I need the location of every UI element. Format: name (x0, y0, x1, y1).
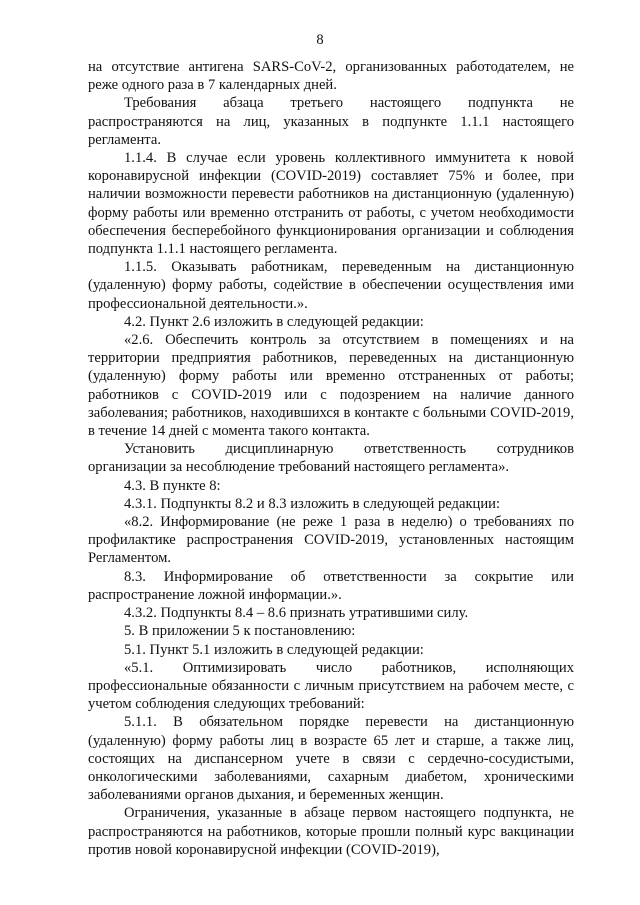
page-number: 8 (316, 32, 324, 48)
paragraph: на отсутствие антигена SARS-CoV-2, организованных работодателем, не реже одного раза в 7 календарных дней. (88, 59, 574, 94)
paragraph: 5.1. Пункт 5.1 изложить в следующей редакции: (124, 641, 424, 658)
paragraph: Установить дисциплинарную ответственность сотрудников организации за несоблюдение требований настоящего регламента». (88, 441, 574, 476)
paragraph: 4.2. Пункт 2.6 изложить в следующей редакции: (124, 313, 424, 330)
paragraph: «5.1. Оптимизировать число работников, исполняющих профессиональные обязанности с личным присутствием на рабочем месте, с учетом соблюдения следующих требований: (88, 659, 574, 713)
paragraph: 4.3.2. Подпункты 8.4 – 8.6 признать утратившими силу. (124, 605, 469, 622)
paragraph: 4.3.1. Подпункты 8.2 и 8.3 изложить в следующей редакции: (124, 495, 501, 512)
paragraph: 1.1.4. В случае если уровень коллективного иммунитета к новой коронавирусной инфекции (COVID-2019) составляет 75% и более, при наличии возможности перевести работников на дистанционную (удаленную) форму работы или временно отстранить от работы, с учетом необходимости обеспечения бесперебойного функционирования организации и соблюдения подпункта 1.1.1 настоящего регламента. (88, 150, 574, 258)
document-body (88, 58, 574, 859)
paragraph: Требования абзаца третьего настоящего подпункта не распространяются на лиц, указанных в подпункте 1.1.1 настоящего регламента. (88, 95, 574, 148)
paragraph: «2.6. Обеспечить контроль за отсутствием в помещениях и на территории предприятия работников, переведенных на дистанционную (удаленную) форму работы или временно отстраненных от работы; работников с COVID-2019 или с подозрением на наличие данного заболевания; работников, находившихся в контакте с больными COVID-2019, в течение 14 дней с момента такого контакта. (88, 332, 574, 440)
paragraph: 4.3. В пункте 8: (124, 477, 221, 494)
paragraph: 5. В приложении 5 к постановлению: (124, 623, 356, 640)
paragraph: 1.1.5. Оказывать работникам, переведенным на дистанционную (удаленную) форму работы, содействие в обеспечении осуществления ими профессиональной деятельности.». (88, 259, 574, 312)
paragraph: 8.3. Информирование об ответственности за сокрытие или распространение ложной информации.». (88, 568, 574, 603)
paragraph: 5.1.1. В обязательном порядке перевести на дистанционную (удаленную) форму работы лиц в возрасте 65 лет и старше, а также лиц, состоящих на диспансерном учете в связи с сердечно-сосудистыми, онкологическими заболеваниями, сахарным диабетом, хроническими заболеваниями органов дыхания, и беременных женщин. (88, 714, 574, 804)
paragraph: Ограничения, указанные в абзаце первом настоящего подпункта, не распространяются на работников, которые прошли полный курс вакцинации против новой коронавирусной инфекции (COVID-2019), (88, 805, 574, 858)
paragraph: «8.2. Информирование (не реже 1 раза в неделю) о требованиях по профилактике распространения COVID-2019, установленных настоящим Регламентом. (88, 514, 574, 567)
